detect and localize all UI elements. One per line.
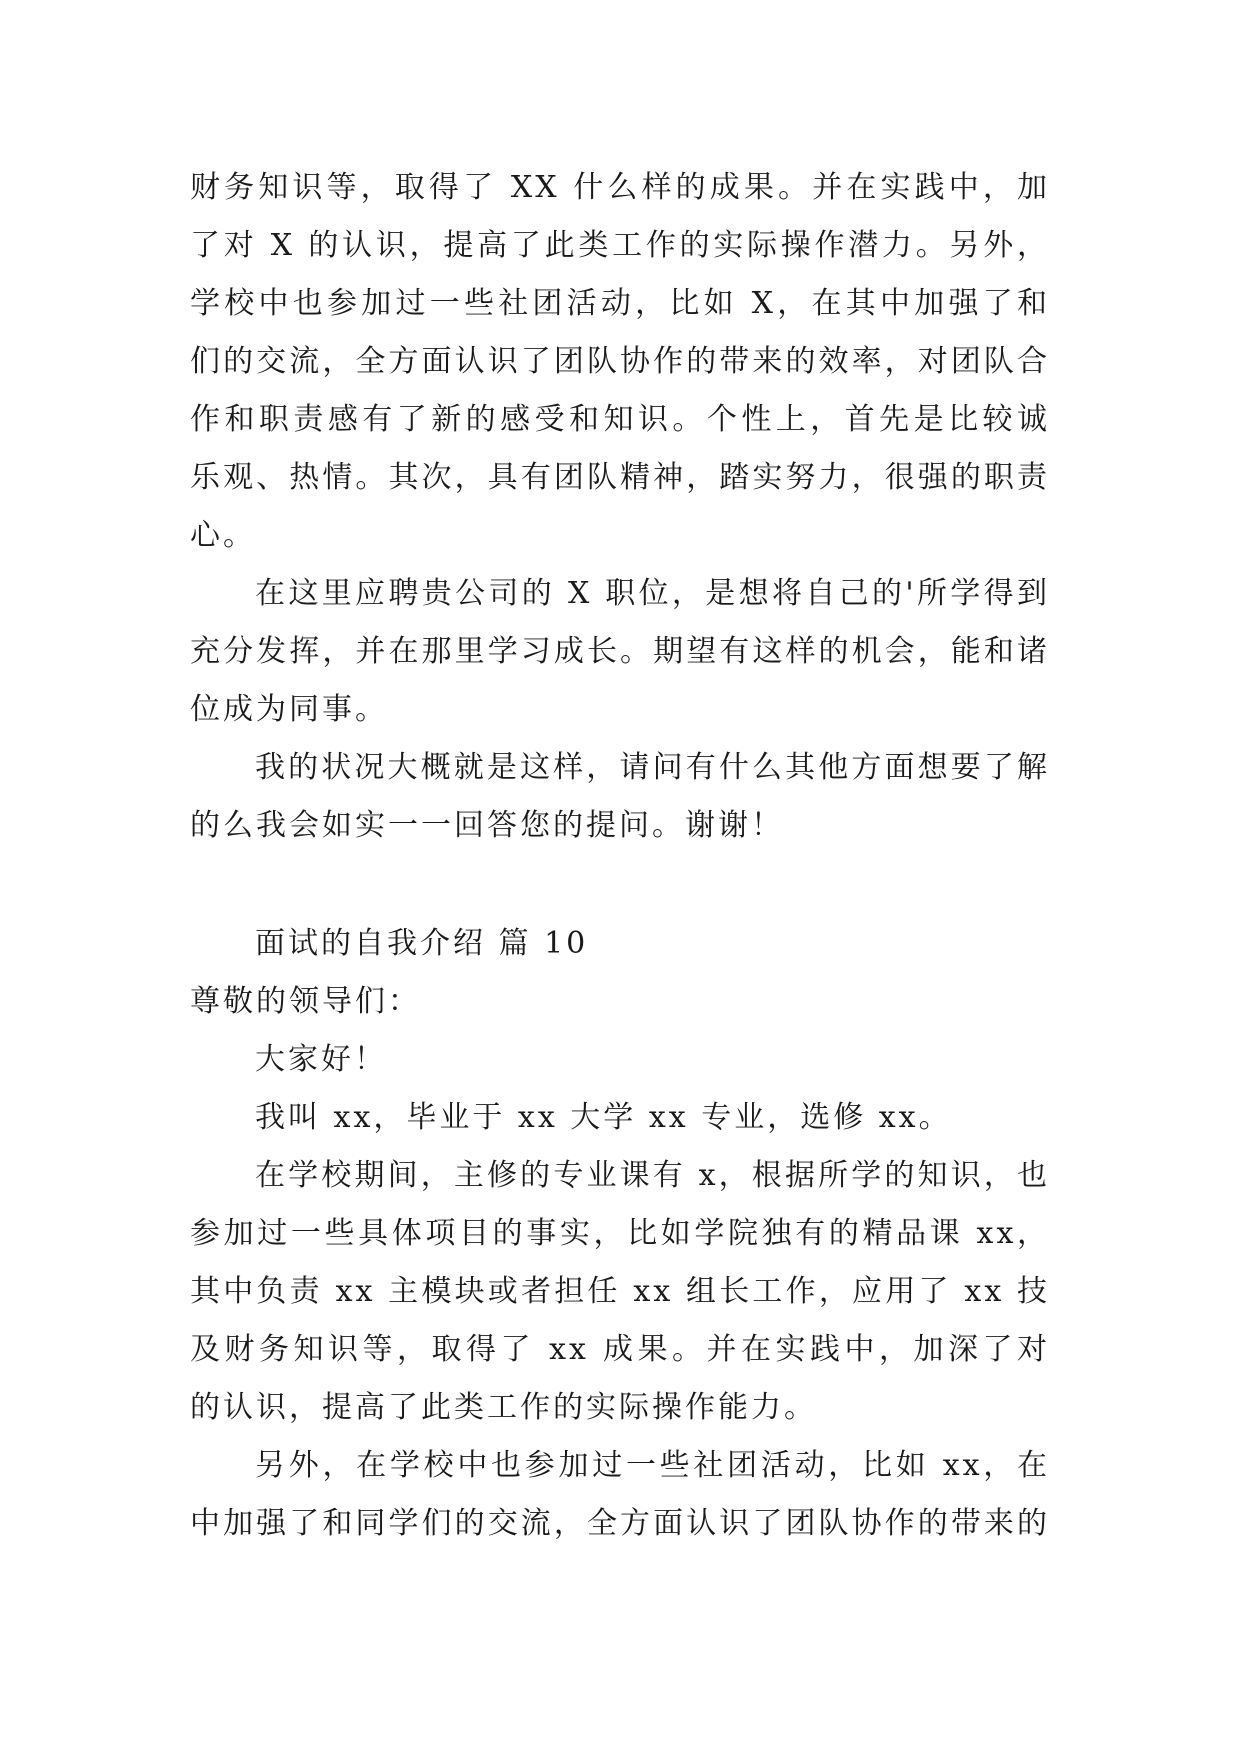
paragraph-line: 在学校期间，主修的专业课有 x，根据所学的知识，也 bbox=[255, 1158, 1050, 1193]
paragraph-line: 在这里应聘贵公司的 X 职位，是想将自己的'所学得到 bbox=[255, 576, 1050, 611]
paragraph-line: 作和职责感有了新的感受和知识。个性上，首先是比较诚 bbox=[190, 402, 1050, 437]
paragraph-line: 乐观、热情。其次，具有团队精神，踏实努力，很强的职责 bbox=[190, 460, 1050, 495]
paragraph-line: 另外，在学校中也参加过一些社团活动，比如 xx，在 bbox=[255, 1448, 1050, 1483]
paragraph-line: 其中负责 xx 主模块或者担任 xx 组长工作，应用了 xx 技 bbox=[190, 1274, 1050, 1309]
paragraph-line: 学校中也参加过一些社团活动，比如 X，在其中加强了和 bbox=[190, 286, 1050, 321]
paragraph-line: 财务知识等，取得了 XX 什么样的成果。并在实践中，加 bbox=[190, 170, 1050, 205]
paragraph-line: 的么我会如实一一回答您的提问。谢谢！ bbox=[190, 808, 784, 843]
paragraph-line: 中加强了和同学们的交流，全方面认识了团队协作的带来的 bbox=[190, 1506, 1050, 1541]
paragraph-line: 我的状况大概就是这样，请问有什么其他方面想要了解 bbox=[255, 750, 1050, 785]
paragraph-line: 们的交流，全方面认识了团队协作的带来的效率，对团队合 bbox=[190, 344, 1050, 379]
paragraph-line: 参加过一些具体项目的事实，比如学院独有的精品课 xx， bbox=[190, 1216, 1050, 1251]
paragraph-line: 充分发挥，并在那里学习成长。期望有这样的机会，能和诸 bbox=[190, 634, 1050, 669]
paragraph-line: 位成为同事。 bbox=[190, 692, 388, 727]
section-heading: 面试的自我介绍 篇 10 bbox=[255, 926, 589, 961]
paragraph-line: 及财务知识等，取得了 xx 成果。并在实践中，加深了对 bbox=[190, 1332, 1050, 1367]
salutation: 尊敬的领导们： bbox=[190, 984, 421, 1019]
greeting: 大家好！ bbox=[255, 1042, 387, 1077]
paragraph-line: 的认识，提高了此类工作的实际操作能力。 bbox=[190, 1390, 817, 1425]
paragraph-line: 了对 X 的认识，提高了此类工作的实际操作潜力。另外， bbox=[190, 228, 1050, 263]
intro-line: 我叫 xx，毕业于 xx 大学 xx 专业，选修 xx。 bbox=[255, 1100, 952, 1135]
paragraph-line: 心。 bbox=[190, 518, 256, 553]
